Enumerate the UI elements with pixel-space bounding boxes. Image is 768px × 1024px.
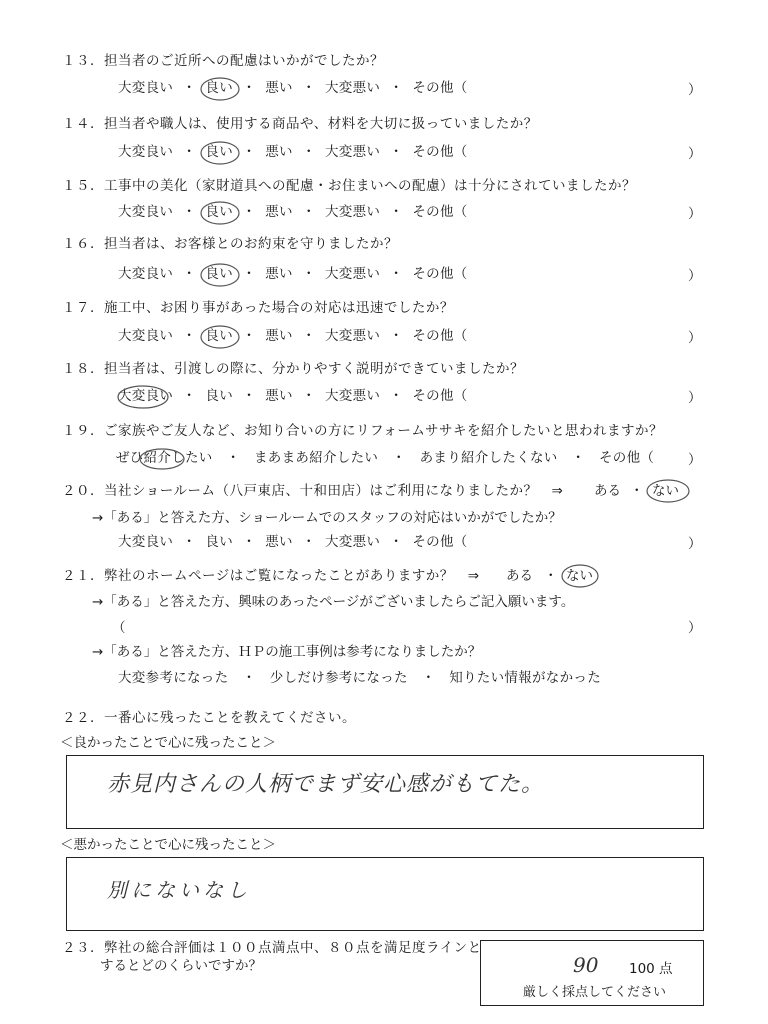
option[interactable]: 大変良い [118,80,174,96]
separator: ・ [182,534,197,550]
option[interactable]: 大変悪い [324,80,381,96]
open-paren: （ [112,620,126,636]
score-value: 90 [573,953,599,977]
option-other[interactable]: その他（ [412,266,468,282]
option[interactable]: 悪い [265,204,293,220]
option-row[interactable]: 大変参考になった ・ 少しだけ参考になった ・ 知りたい情報がなかった [118,670,601,686]
option[interactable]: 大変悪い [324,388,381,404]
separator: ・ [182,80,197,96]
option[interactable]: 悪い [265,328,293,344]
no-option-selected[interactable]: ない [652,483,679,499]
question-text-cont: するとどのくらいですか？ [100,958,262,974]
option-row[interactable]: ぜひ紹介したい ・ まあまあ紹介したい ・ あまり紹介したくない ・ その他（ [116,450,655,466]
close-paren: ） [688,82,702,98]
separator: ・ [389,204,404,220]
option[interactable]: 悪い [265,144,293,160]
score-note: 厳しく採点してください [523,985,667,1000]
option[interactable]: 大変良い [118,204,174,220]
close-paren: ） [688,620,702,636]
option[interactable]: 大変良い [118,144,174,160]
question-text: ２２．一番心に残ったことを教えてください。 [62,710,356,726]
bad-answer: 別にないなし [107,878,251,902]
separator: ・ [389,328,404,344]
option-selected[interactable]: 良い [205,204,233,220]
close-paren: ） [688,330,702,346]
selection-circle-icon [201,142,239,164]
option-selected[interactable]: 良い [205,80,233,96]
option[interactable]: 良い [205,534,233,550]
option-other[interactable]: その他（ [412,328,468,344]
separator: ・ [630,483,644,499]
good-answer: 赤見内さんの人柄でまず安心感がもてた。 [107,772,545,797]
separator: ・ [182,144,197,160]
separator: ・ [301,266,316,282]
question-text: １７．施工中、お困り事があった場合の対応は迅速でしたか？ [62,300,454,316]
selection-circle-icon [201,264,239,286]
separator: ・ [182,328,197,344]
option[interactable]: 大変悪い [324,328,381,344]
option-other[interactable]: その他（ [412,534,468,550]
separator: ・ [242,144,256,160]
close-paren: ） [688,452,702,468]
close-paren: ） [688,536,702,552]
option[interactable]: 大変悪い [324,204,381,220]
close-paren: ） [688,268,702,284]
question-text: １６．担当者は、お客様とのお約束を守りましたか？ [62,236,398,252]
separator: ・ [242,204,256,220]
option-selected[interactable]: 大変良い [118,388,174,404]
option[interactable]: 大変良い [118,328,174,344]
score-max: 100 点 [629,961,673,977]
separator: ・ [182,204,197,220]
question-text: ２３．弊社の総合評価は１００点満点中、８０点を満足度ラインと [62,940,482,956]
option[interactable]: 大変悪い [324,144,381,160]
bad-label: ＜悪かったことで心に残ったこと＞ [60,837,276,853]
separator: ・ [301,204,316,220]
yes-option[interactable]: ある [506,568,533,584]
selection-circle-icon [140,449,184,469]
separator: ・ [389,266,404,282]
good-label: ＜良かったことで心に残ったこと＞ [60,735,276,751]
option-selected[interactable]: 良い [205,144,233,160]
sub-question: →「ある」と答えた方、ショールームでのスタッフの対応はいかがでしたか？ [92,510,562,526]
separator: ・ [182,388,197,404]
option[interactable]: 大変良い [118,266,174,282]
option-other[interactable]: その他（ [412,388,468,404]
question-text: １３．担当者のご近所への配慮はいかがでしたか？ [62,53,384,69]
separator: ・ [182,266,197,282]
separator: ・ [301,534,316,550]
selection-circle-icon [118,386,168,408]
separator: ・ [389,80,404,96]
separator: ・ [389,388,404,404]
option[interactable]: 悪い [265,388,293,404]
option[interactable]: 良い [205,388,233,404]
question-text: １５．工事中の美化（家財道具への配慮・お住まいへの配慮）は十分にされていましたか？ [62,178,636,194]
option-selected[interactable]: 良い [205,328,233,344]
option[interactable]: 大変良い [118,534,174,550]
option-other[interactable]: その他（ [412,144,468,160]
separator: ・ [301,388,316,404]
option[interactable]: 大変悪い [324,534,381,550]
separator: ・ [301,144,316,160]
selection-circle-icon [647,480,689,502]
close-paren: ） [688,206,702,222]
separator: ・ [301,328,316,344]
option[interactable]: 悪い [265,266,293,282]
separator: ・ [242,534,256,550]
selection-circle-icon [201,326,239,348]
option[interactable]: 大変悪い [324,266,381,282]
option-other[interactable]: その他（ [412,80,468,96]
separator: ・ [389,534,404,550]
separator: ・ [544,568,558,584]
close-paren: ） [688,146,702,162]
sub-question: →「ある」と答えた方、興味のあったページがございましたらご記入願います。 [92,594,575,610]
no-option-selected[interactable]: ない [566,568,593,584]
question-text: １９．ご家族やご友人など、お知り合いの方にリフォームササキを紹介したいと思われますか？ [62,423,664,439]
selection-circle-icon [201,78,239,100]
close-paren: ） [688,390,702,406]
question-text: １４．担当者や職人は、使用する商品や、材料を大切に扱っていましたか？ [62,116,538,132]
option-other[interactable]: その他（ [412,204,468,220]
sub-question: →「ある」と答えた方、ＨＰの施工事例は参考になりましたか？ [92,644,482,660]
separator: ・ [242,328,256,344]
selection-circle-icon [562,565,598,587]
question-text: ２０．当社ショールーム（八戸東店、十和田店）はご利用になりましたか？ ⇒ [62,483,564,499]
separator: ・ [242,388,256,404]
separator: ・ [389,144,404,160]
question-text: １８．担当者は、引渡しの際に、分かりやすく説明ができていましたか？ [62,361,524,377]
separator: ・ [301,80,316,96]
separator: ・ [242,80,256,96]
option[interactable]: 悪い [265,534,293,550]
question-text: ２１．弊社のホームページはご覧になったことがありますか？ ⇒ [62,568,480,584]
yes-option[interactable]: ある [594,483,621,499]
option[interactable]: 悪い [265,80,293,96]
selection-circle-icon [201,202,239,224]
separator: ・ [242,266,256,282]
option-selected[interactable]: 良い [205,266,233,282]
